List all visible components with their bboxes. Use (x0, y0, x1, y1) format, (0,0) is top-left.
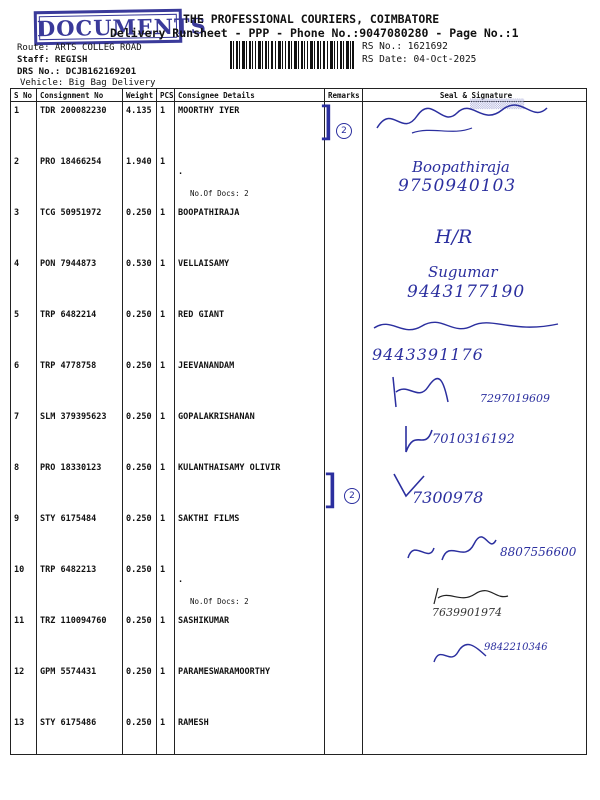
row-sno (11, 153, 37, 204)
count-circle: 2 (336, 123, 352, 139)
row-sno-text: 7 (14, 412, 20, 422)
row-sno (11, 255, 37, 306)
row-consignee (175, 255, 325, 306)
row-pcs-text: 1 (160, 361, 166, 371)
count-circle-2: 2 (344, 488, 360, 504)
row-consignment-no (37, 510, 123, 561)
row-consignee (175, 561, 325, 612)
row-pcs (157, 102, 175, 154)
row-sno-text: 12 (14, 667, 25, 677)
row-consignment-no-text: TRP 6482213 (40, 565, 97, 575)
row-pcs-text: 1 (160, 310, 166, 320)
row-weight-text: 0.250 (126, 412, 152, 422)
row-consignment-no (37, 102, 123, 154)
rs-number: RS No.: 1621692 (362, 41, 448, 52)
row-sno (11, 408, 37, 459)
row-pcs-text: 1 (160, 616, 166, 626)
table-row (11, 612, 587, 663)
row-pcs (157, 357, 175, 408)
row-weight-text: 0.250 (126, 310, 152, 320)
row-sno-text: 1 (14, 106, 20, 116)
table-row (11, 663, 587, 714)
hw-r3-phone: 9750940103 (398, 176, 517, 196)
row-sno (11, 102, 37, 154)
row-remarks (325, 306, 363, 357)
row-weight-text: 0.250 (126, 514, 152, 524)
row-remarks (325, 153, 363, 204)
row-weight (123, 306, 157, 357)
row-consignee-text: BOOPATHIRAJA (178, 208, 240, 218)
row-pcs-text: 1 (160, 565, 166, 575)
col-weight: Weight (123, 89, 157, 102)
col-signature: Seal & Signature (363, 89, 587, 102)
row-consignee-text: VELLAISAMY (178, 259, 230, 269)
row-consignee-text: . (178, 575, 184, 585)
row-sno (11, 612, 37, 663)
row-pcs-text: 1 (160, 514, 166, 524)
bracket-mark-2: ] (322, 467, 338, 513)
row-pcs-text: 1 (160, 157, 166, 167)
drs-number: DRS No.: DCJB162169201 (17, 67, 137, 77)
row-consignment-no (37, 561, 123, 612)
row-consignment-no-text: TCG 50951972 (40, 208, 102, 218)
faint-stamp-impression: ▒▒▒▒▒▒▒▒▒▒ (470, 100, 525, 110)
hw-r5-phone: 9443177190 (407, 282, 526, 302)
row-weight-text: 0.250 (126, 361, 152, 371)
row-consignee-text: PARAMESWARAMOORTHY (178, 667, 271, 677)
row-sno-text: 8 (14, 463, 20, 473)
row-consignee (175, 612, 325, 663)
row-remarks (325, 612, 363, 663)
row-consignment-no-text: TDR 200082230 (40, 106, 107, 116)
row-remarks (325, 357, 363, 408)
col-pcs: PCS (157, 89, 175, 102)
row-sno (11, 204, 37, 255)
row-consignment-no-text: PON 7944873 (40, 259, 97, 269)
route: Route: ARTS COLLEG ROAD (17, 43, 142, 53)
signature-row7 (388, 372, 468, 412)
row-signature (363, 663, 587, 714)
signature-row8 (400, 422, 436, 458)
row-consignment-no (37, 663, 123, 714)
row-consignment-no (37, 306, 123, 357)
vehicle: Vehicle: Big Bag Delivery (20, 78, 156, 88)
row-sno-text: 5 (14, 310, 20, 320)
row-consignee-text: GOPALAKRISHANAN (178, 412, 255, 422)
row-consignee (175, 153, 325, 204)
signature-row1 (372, 98, 552, 140)
row-weight-text: 0.250 (126, 463, 152, 473)
row-consignee (175, 408, 325, 459)
row-consignment-no-text: TRP 4778758 (40, 361, 97, 371)
row-consignment-no-text: TRZ 110094760 (40, 616, 107, 626)
row-pcs-text: 1 (160, 106, 166, 116)
documents-stamp: DOCUMENTS (34, 9, 183, 46)
row-consignee (175, 663, 325, 714)
row-weight-text: 0.250 (126, 616, 152, 626)
row-consignee-text: . (178, 167, 184, 177)
signature-row12 (430, 586, 510, 608)
row-pcs (157, 714, 175, 755)
row-consignment-no-text: GPM 5574431 (40, 667, 97, 677)
row-pcs (157, 306, 175, 357)
row-consignee-text: JEEVANANDAM (178, 361, 235, 371)
row-weight-text: 0.250 (126, 667, 152, 677)
row-consignment-no (37, 153, 123, 204)
barcode (230, 41, 354, 69)
row-weight (123, 102, 157, 154)
row-docs-count: No.Of Docs: 2 (190, 189, 249, 198)
row-sno-text: 4 (14, 259, 20, 269)
row-remarks (325, 255, 363, 306)
row-sno (11, 714, 37, 755)
company-title: THE PROFESSIONAL COURIERS, COIMBATORE (183, 12, 440, 26)
hw-r6-phone: 9443391176 (372, 345, 484, 364)
row-weight (123, 153, 157, 204)
row-consignment-no (37, 459, 123, 510)
row-consignee (175, 306, 325, 357)
row-consignment-no-text: SLM 379395623 (40, 412, 107, 422)
row-consignee (175, 714, 325, 755)
row-consignment-no-text: STY 6175484 (40, 514, 97, 524)
row-sno-text: 6 (14, 361, 20, 371)
row-consignee-text: RED GIANT (178, 310, 225, 320)
col-sno: S No (11, 89, 37, 102)
row-consignee-text: MOORTHY IYER (178, 106, 240, 116)
row-remarks (325, 663, 363, 714)
hw-r9-phone: 7300978 (412, 488, 484, 507)
row-weight-text: 0.530 (126, 259, 152, 269)
row-weight (123, 204, 157, 255)
row-sno (11, 306, 37, 357)
row-consignment-no-text: STY 6175486 (40, 718, 97, 728)
signature-row11 (404, 534, 500, 568)
row-weight (123, 357, 157, 408)
row-weight-text: 0.250 (126, 565, 152, 575)
row-remarks (325, 561, 363, 612)
row-consignee-text: SAKTHI FILMS (178, 514, 240, 524)
row-consignee (175, 510, 325, 561)
row-weight-text: 1.940 (126, 157, 152, 167)
rs-date: RS Date: 04-Oct-2025 (362, 54, 477, 65)
hw-r7-phone: 7297019609 (480, 392, 550, 405)
row-pcs-text: 1 (160, 718, 166, 728)
row-sno (11, 510, 37, 561)
row-sno-text: 2 (14, 157, 20, 167)
row-weight (123, 459, 157, 510)
row-consignment-no-text: TRP 6482214 (40, 310, 97, 320)
row-consignment-no (37, 204, 123, 255)
hw-r8-phone: 7010316192 (432, 432, 515, 447)
row-consignment-no (37, 714, 123, 755)
row-weight-text: 0.250 (126, 208, 152, 218)
row-consignment-no (37, 612, 123, 663)
row-sno (11, 357, 37, 408)
signature-row13 (430, 642, 490, 668)
runsheet-subtitle: Delivery Runsheet - PPP - Phone No.:9047080280 - Page No.:1 (110, 26, 519, 40)
col-consignment: Consignment No (37, 89, 123, 102)
row-sno (11, 561, 37, 612)
row-weight-text: 4.135 (126, 106, 152, 116)
row-sno (11, 663, 37, 714)
row-pcs (157, 459, 175, 510)
row-consignment-no-text: PRO 18466254 (40, 157, 102, 167)
row-weight (123, 714, 157, 755)
row-pcs-text: 1 (160, 463, 166, 473)
row-signature (363, 204, 587, 255)
signature-row6 (372, 316, 562, 340)
row-pcs (157, 408, 175, 459)
hw-r12-phone: 7639901974 (432, 606, 502, 619)
staff: Staff: REGISH (17, 55, 88, 65)
row-consignee (175, 357, 325, 408)
row-pcs-text: 1 (160, 667, 166, 677)
hw-r5-name: Sugumar (428, 263, 498, 281)
row-consignee (175, 102, 325, 154)
hw-r4-note: H/R (435, 226, 473, 248)
row-signature (363, 714, 587, 755)
row-weight (123, 561, 157, 612)
row-weight (123, 612, 157, 663)
row-consignment-no (37, 357, 123, 408)
row-pcs (157, 204, 175, 255)
table-row (11, 204, 587, 255)
row-consignee-text: RAMESH (178, 718, 209, 728)
row-weight (123, 663, 157, 714)
row-remarks (325, 204, 363, 255)
hw-r3-name: Boopathiraja (412, 158, 510, 176)
row-pcs (157, 612, 175, 663)
row-weight (123, 408, 157, 459)
row-remarks (325, 510, 363, 561)
table-row (11, 714, 587, 755)
row-pcs (157, 561, 175, 612)
row-pcs (157, 153, 175, 204)
row-weight-text: 0.250 (126, 718, 152, 728)
row-sno-text: 11 (14, 616, 25, 626)
col-remarks: Remarks (325, 89, 363, 102)
row-remarks (325, 408, 363, 459)
row-pcs (157, 255, 175, 306)
row-docs-count: No.Of Docs: 2 (190, 597, 249, 606)
row-sno-text: 3 (14, 208, 20, 218)
row-consignee-text: SASHIKUMAR (178, 616, 230, 626)
row-sno-text: 9 (14, 514, 20, 524)
row-pcs (157, 663, 175, 714)
hw-r11-phone: 8807556600 (500, 545, 577, 559)
col-consignee: Consignee Details (175, 89, 325, 102)
row-weight (123, 510, 157, 561)
row-pcs-text: 1 (160, 208, 166, 218)
row-weight (123, 255, 157, 306)
row-consignment-no-text: PRO 18330123 (40, 463, 102, 473)
row-consignee (175, 459, 325, 510)
row-consignment-no (37, 255, 123, 306)
row-consignee-text: KULANTHAISAMY OLIVIR (178, 463, 281, 473)
row-sno (11, 459, 37, 510)
row-sno-text: 10 (14, 565, 25, 575)
row-remarks (325, 714, 363, 755)
bracket-mark: ] (318, 99, 334, 145)
table-row (11, 459, 587, 510)
row-pcs-text: 1 (160, 412, 166, 422)
row-consignee (175, 204, 325, 255)
row-pcs (157, 510, 175, 561)
row-sno-text: 13 (14, 718, 25, 728)
hw-r13-phone: 9842210346 (484, 642, 548, 653)
row-pcs-text: 1 (160, 259, 166, 269)
row-consignment-no (37, 408, 123, 459)
